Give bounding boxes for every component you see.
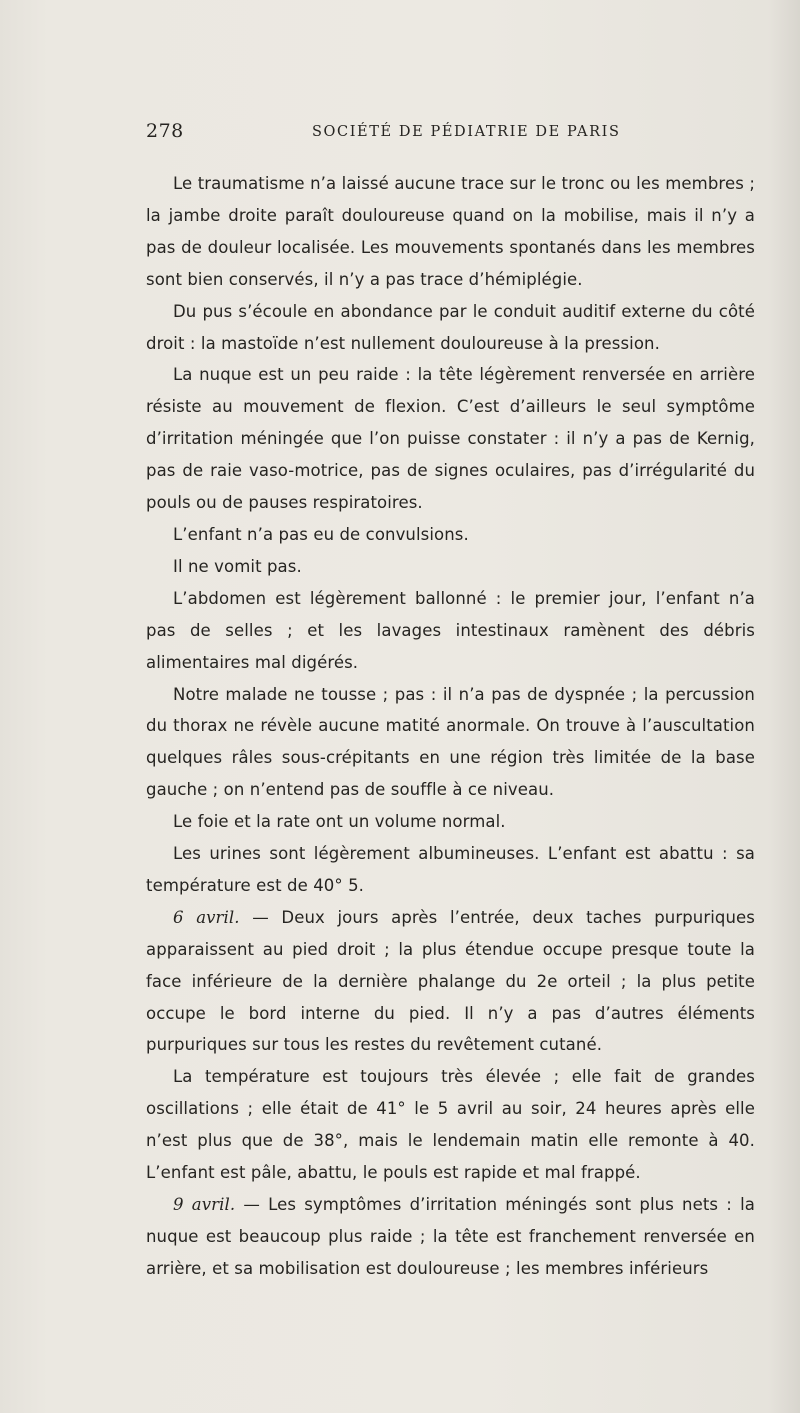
paragraph-nuque: La nuque est un peu raide : la tête légèrement renversée en arrière résiste au mouvement de flexion. C’est d’ailleurs le seul symptôme d’irritation méningée que l’on puisse constater : il n’y a pas de Kernig, pas de raie vaso-motrice, pas de signes oculaires, pas d’irrégularité du pouls ou de pauses respiratoires. bbox=[146, 365, 755, 513]
date-9-avril: 9 avril. bbox=[173, 1195, 236, 1214]
paragraph-9-avril-text: — Les symptômes d’irritation méningés sont plus nets : la nuque est beaucoup plus raide ; la tête est franchement renversée en arrière, et sa mobilisation est douloureuse ; les membres inférieurs bbox=[146, 1195, 755, 1278]
paragraph-9-avril bbox=[146, 1189, 755, 1285]
page-number: 278 bbox=[146, 120, 184, 142]
paragraph-6-avril-text: — Deux jours après l’entrée, deux taches purpuriques apparaissent au pied droit ; la plus étendue occupe presque toute la face inférieure de la dernière phalange du 2e orteil ; la plus petite occupe le bord interne du pied. Il n’y a pas d’autres éléments purpuriques sur tous les restes du revêtement cutané. bbox=[146, 907, 755, 1055]
running-title: SOCIÉTÉ DE PÉDIATRIE DE PARIS bbox=[312, 124, 621, 140]
body-text bbox=[146, 168, 755, 1285]
paragraph-pus: Du pus s’écoule en abondance par le conduit auditif externe du côté droit : la mastoïde n’est nullement douloureuse à la pression. bbox=[146, 301, 755, 353]
paragraph-urines: Les urines sont légèrement albumineuses. L’enfant est abattu : sa température est de 40° 5. bbox=[146, 844, 755, 895]
paragraph-thorax: Notre malade ne tousse ; pas : il n’a pas de dyspnée ; la percussion du thorax ne révèle aucune matité anormale. On trouve à l’auscultation quelques râles sous-crépitants en une région très limitée de la base gauche ; on n’entend pas de souffle à ce niveau. bbox=[146, 684, 755, 800]
paragraph-temperature: La température est toujours très élevée ; elle fait de grandes oscillations ; elle était de 41° le 5 avril au soir, 24 heures après elle n’est plus que de 38°, mais le lendemain matin elle remonte à 40. L’enfant est pâle, abattu, le pouls est rapide et mal frappé. bbox=[146, 1067, 755, 1183]
paragraph-convulsions: L’enfant n’a pas eu de convulsions. bbox=[173, 524, 469, 544]
paragraph-abdomen: L’abdomen est légèrement ballonné : le premier jour, l’enfant n’a pas de selles ; et les lavages intestinaux ramènent des débris alimentaires mal digérés. bbox=[146, 588, 755, 672]
running-head bbox=[0, 120, 800, 150]
paragraph-trauma: Le traumatisme n’a laissé aucune trace sur le tronc ou les membres ; la jambe droite paraît douloureuse quand on la mobilise, mais il n’y a pas de douleur localisée. Les mouvements spontanés dans les membres sont bien conservés, il n’y a pas trace d’hémiplégie. bbox=[146, 174, 755, 289]
paragraph-foie: Le foie et la rate ont un volume normal. bbox=[173, 812, 506, 832]
paragraph-6-avril bbox=[146, 902, 755, 1062]
date-6-avril: 6 avril. bbox=[173, 907, 240, 927]
paragraph-vomit: Il ne vomit pas. bbox=[173, 556, 302, 576]
